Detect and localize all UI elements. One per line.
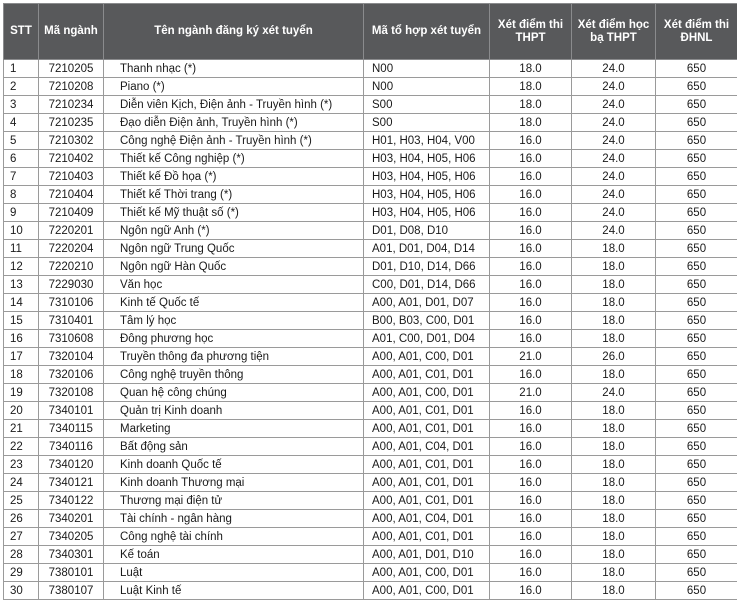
header-stt: STT [4,4,39,60]
table-row [4,330,738,348]
cell-name: Thiết kế Công nghiệp (*) [104,150,364,168]
cell-dhnl: 650 [656,528,738,546]
cell-thpt: 16.0 [490,456,572,474]
cell-name: Ngôn ngữ Anh (*) [104,222,364,240]
table-body [4,60,738,600]
cell-thpt: 16.0 [490,510,572,528]
cell-stt: 22 [4,438,39,456]
cell-thpt: 16.0 [490,204,572,222]
cell-code: 7380101 [39,564,104,582]
cell-stt: 16 [4,330,39,348]
cell-stt: 7 [4,168,39,186]
cell-combo: A00, A01, C01, D01 [364,528,490,546]
cell-combo: A00, A01, C01, D01 [364,474,490,492]
cell-stt: 9 [4,204,39,222]
cell-thpt: 16.0 [490,402,572,420]
cell-dhnl: 650 [656,402,738,420]
cell-stt: 17 [4,348,39,366]
cell-combo: A00, A01, C01, D01 [364,420,490,438]
cell-name: Piano (*) [104,78,364,96]
cell-name: Luật [104,564,364,582]
cell-combo: A00, A01, C00, D01 [364,384,490,402]
table-row [4,186,738,204]
table-row [4,420,738,438]
cell-hocba: 18.0 [572,546,656,564]
cell-stt: 15 [4,312,39,330]
table-row [4,546,738,564]
cell-stt: 12 [4,258,39,276]
cell-dhnl: 650 [656,240,738,258]
cell-hocba: 24.0 [572,168,656,186]
cell-dhnl: 650 [656,114,738,132]
cell-stt: 11 [4,240,39,258]
cell-code: 7210402 [39,150,104,168]
cell-combo: A00, A01, C00, D01 [364,348,490,366]
cell-combo: A00, A01, C01, D01 [364,402,490,420]
cell-thpt: 16.0 [490,258,572,276]
cell-code: 7320104 [39,348,104,366]
cell-dhnl: 650 [656,222,738,240]
table-row [4,276,738,294]
cell-hocba: 18.0 [572,582,656,600]
cell-stt: 14 [4,294,39,312]
cell-stt: 28 [4,546,39,564]
cell-name: Văn học [104,276,364,294]
cell-code: 7210409 [39,204,104,222]
cell-stt: 21 [4,420,39,438]
cell-hocba: 18.0 [572,276,656,294]
cell-dhnl: 650 [656,78,738,96]
cell-name: Công nghệ truyền thông [104,366,364,384]
cell-code: 7210235 [39,114,104,132]
cell-stt: 23 [4,456,39,474]
cell-thpt: 16.0 [490,420,572,438]
cell-code: 7340116 [39,438,104,456]
cell-code: 7210208 [39,78,104,96]
cell-stt: 25 [4,492,39,510]
cell-stt: 1 [4,60,39,78]
table-row [4,456,738,474]
cell-name: Thiết kế Thời trang (*) [104,186,364,204]
table-row [4,438,738,456]
cell-thpt: 16.0 [490,528,572,546]
cell-hocba: 18.0 [572,564,656,582]
cell-hocba: 24.0 [572,114,656,132]
cell-hocba: 18.0 [572,510,656,528]
cell-dhnl: 650 [656,60,738,78]
cell-stt: 18 [4,366,39,384]
cell-thpt: 18.0 [490,114,572,132]
cell-code: 7340201 [39,510,104,528]
cell-stt: 4 [4,114,39,132]
cell-name: Kế toán [104,546,364,564]
cell-stt: 24 [4,474,39,492]
cell-combo: H03, H04, H05, H06 [364,204,490,222]
cell-combo: N00 [364,60,490,78]
cell-name: Quan hệ công chúng [104,384,364,402]
cell-combo: A00, A01, D01, D07 [364,294,490,312]
cell-code: 7220201 [39,222,104,240]
cell-stt: 10 [4,222,39,240]
cell-code: 7340121 [39,474,104,492]
cell-dhnl: 650 [656,348,738,366]
cell-hocba: 24.0 [572,150,656,168]
cell-hocba: 18.0 [572,492,656,510]
cell-thpt: 16.0 [490,330,572,348]
cell-stt: 2 [4,78,39,96]
cell-name: Luật Kinh tế [104,582,364,600]
table-row [4,384,738,402]
table-row [4,474,738,492]
cell-thpt: 16.0 [490,438,572,456]
cell-stt: 20 [4,402,39,420]
table-row [4,312,738,330]
table-row [4,150,738,168]
cell-hocba: 18.0 [572,528,656,546]
header-dhnl: Xét điểm thi ĐHNL [656,4,738,60]
cell-dhnl: 650 [656,330,738,348]
cell-name: Đạo diễn Điện ảnh, Truyền hình (*) [104,114,364,132]
cell-dhnl: 650 [656,420,738,438]
table-row [4,258,738,276]
cell-name: Đông phương học [104,330,364,348]
cell-code: 7340205 [39,528,104,546]
cell-combo: A00, A01, C01, D01 [364,456,490,474]
cell-name: Thiết kế Mỹ thuật số (*) [104,204,364,222]
cell-dhnl: 650 [656,474,738,492]
cell-stt: 3 [4,96,39,114]
cell-thpt: 16.0 [490,222,572,240]
header-combo: Mã tổ hợp xét tuyển [364,4,490,60]
cell-thpt: 18.0 [490,78,572,96]
cell-thpt: 18.0 [490,96,572,114]
cell-thpt: 16.0 [490,132,572,150]
cell-dhnl: 650 [656,492,738,510]
table-row [4,492,738,510]
cell-name: Kinh doanh Quốc tế [104,456,364,474]
cell-dhnl: 650 [656,276,738,294]
cell-dhnl: 650 [656,312,738,330]
header-row [4,4,738,60]
table-row [4,402,738,420]
cell-thpt: 16.0 [490,546,572,564]
cell-hocba: 18.0 [572,474,656,492]
cell-dhnl: 650 [656,168,738,186]
cell-name: Công nghệ Điện ảnh - Truyền hình (*) [104,132,364,150]
cell-code: 7210403 [39,168,104,186]
cell-stt: 5 [4,132,39,150]
cell-stt: 26 [4,510,39,528]
cell-hocba: 24.0 [572,222,656,240]
table-row [4,114,738,132]
cell-combo: A01, D01, D04, D14 [364,240,490,258]
cell-name: Marketing [104,420,364,438]
cell-name: Công nghệ tài chính [104,528,364,546]
cell-name: Quản trị Kinh doanh [104,402,364,420]
cell-combo: D01, D08, D10 [364,222,490,240]
cell-thpt: 21.0 [490,384,572,402]
cell-code: 7210205 [39,60,104,78]
cell-name: Kinh doanh Thương mại [104,474,364,492]
cell-hocba: 18.0 [572,420,656,438]
cell-hocba: 18.0 [572,294,656,312]
cell-hocba: 26.0 [572,348,656,366]
cell-code: 7380107 [39,582,104,600]
cell-name: Thương mại điện tử [104,492,364,510]
cell-hocba: 18.0 [572,330,656,348]
table-row [4,582,738,600]
cell-name: Diễn viên Kịch, Điện ảnh - Truyền hình (*) [104,96,364,114]
cell-dhnl: 650 [656,546,738,564]
cell-thpt: 16.0 [490,582,572,600]
cell-name: Kinh tế Quốc tế [104,294,364,312]
table-row [4,366,738,384]
cell-combo: A00, A01, C00, D01 [364,564,490,582]
table-row [4,348,738,366]
table-row [4,60,738,78]
cell-code: 7310608 [39,330,104,348]
cell-thpt: 16.0 [490,294,572,312]
cell-code: 7340301 [39,546,104,564]
table-header [4,4,738,60]
cell-combo: B00, B03, C00, D01 [364,312,490,330]
cell-dhnl: 650 [656,132,738,150]
cell-dhnl: 650 [656,258,738,276]
cell-combo: A00, A01, C01, D01 [364,492,490,510]
cell-hocba: 24.0 [572,186,656,204]
cell-combo: H03, H04, H05, H06 [364,150,490,168]
cell-code: 7210404 [39,186,104,204]
cell-code: 7310106 [39,294,104,312]
cell-code: 7340120 [39,456,104,474]
cell-hocba: 18.0 [572,366,656,384]
table-row [4,222,738,240]
cell-thpt: 16.0 [490,366,572,384]
cell-combo: A00, A01, C01, D01 [364,366,490,384]
admission-table-container [3,3,737,600]
cell-thpt: 16.0 [490,312,572,330]
cell-combo: A00, A01, D01, D10 [364,546,490,564]
table-row [4,132,738,150]
cell-combo: H03, H04, H05, H06 [364,168,490,186]
table-row [4,240,738,258]
cell-thpt: 16.0 [490,168,572,186]
cell-name: Tâm lý học [104,312,364,330]
cell-combo: D01, D10, D14, D66 [364,258,490,276]
cell-code: 7229030 [39,276,104,294]
cell-name: Thiết kế Đồ họa (*) [104,168,364,186]
cell-thpt: 16.0 [490,240,572,258]
cell-hocba: 24.0 [572,204,656,222]
cell-dhnl: 650 [656,96,738,114]
cell-stt: 13 [4,276,39,294]
cell-stt: 19 [4,384,39,402]
cell-hocba: 18.0 [572,240,656,258]
cell-thpt: 16.0 [490,492,572,510]
table-row [4,564,738,582]
cell-dhnl: 650 [656,582,738,600]
table-row [4,96,738,114]
cell-combo: A00, A01, C04, D01 [364,510,490,528]
cell-thpt: 16.0 [490,150,572,168]
cell-thpt: 16.0 [490,564,572,582]
cell-hocba: 18.0 [572,438,656,456]
cell-hocba: 18.0 [572,456,656,474]
cell-dhnl: 650 [656,456,738,474]
cell-stt: 29 [4,564,39,582]
cell-hocba: 24.0 [572,78,656,96]
cell-name: Truyền thông đa phương tiện [104,348,364,366]
cell-thpt: 16.0 [490,276,572,294]
cell-code: 7320108 [39,384,104,402]
cell-stt: 8 [4,186,39,204]
cell-thpt: 18.0 [490,60,572,78]
cell-combo: H03, H04, H05, H06 [364,186,490,204]
header-hocba: Xét điểm học bạ THPT [572,4,656,60]
cell-dhnl: 650 [656,204,738,222]
cell-hocba: 18.0 [572,402,656,420]
cell-dhnl: 650 [656,384,738,402]
table-row [4,204,738,222]
cell-dhnl: 650 [656,294,738,312]
cell-code: 7210234 [39,96,104,114]
cell-code: 7310401 [39,312,104,330]
cell-dhnl: 650 [656,150,738,168]
cell-name: Ngôn ngữ Trung Quốc [104,240,364,258]
cell-dhnl: 650 [656,564,738,582]
cell-name: Ngôn ngữ Hàn Quốc [104,258,364,276]
cell-code: 7340101 [39,402,104,420]
table-row [4,510,738,528]
table-row [4,294,738,312]
cell-hocba: 18.0 [572,258,656,276]
cell-combo: C00, D01, D14, D66 [364,276,490,294]
cell-code: 7220210 [39,258,104,276]
header-code: Mã ngành [39,4,104,60]
table-row [4,528,738,546]
cell-code: 7210302 [39,132,104,150]
cell-hocba: 24.0 [572,132,656,150]
cell-code: 7340115 [39,420,104,438]
cell-code: 7340122 [39,492,104,510]
cell-dhnl: 650 [656,510,738,528]
cell-hocba: 24.0 [572,384,656,402]
cell-thpt: 21.0 [490,348,572,366]
cell-combo: H01, H03, H04, V00 [364,132,490,150]
cell-combo: S00 [364,114,490,132]
cell-combo: A00, A01, C00, D01 [364,582,490,600]
cell-hocba: 24.0 [572,60,656,78]
table-row [4,168,738,186]
cell-code: 7320106 [39,366,104,384]
header-thpt: Xét điểm thi THPT [490,4,572,60]
header-name: Tên ngành đăng ký xét tuyển [104,4,364,60]
cell-name: Thanh nhạc (*) [104,60,364,78]
cell-dhnl: 650 [656,438,738,456]
cell-stt: 6 [4,150,39,168]
cell-dhnl: 650 [656,186,738,204]
table-row [4,78,738,96]
cell-thpt: 16.0 [490,186,572,204]
cell-thpt: 16.0 [490,474,572,492]
admission-table [3,3,737,600]
cell-combo: S00 [364,96,490,114]
cell-name: Tài chính - ngân hàng [104,510,364,528]
cell-stt: 27 [4,528,39,546]
cell-combo: N00 [364,78,490,96]
cell-hocba: 18.0 [572,312,656,330]
cell-dhnl: 650 [656,366,738,384]
cell-name: Bất động sản [104,438,364,456]
cell-combo: A01, C00, D01, D04 [364,330,490,348]
cell-code: 7220204 [39,240,104,258]
cell-stt: 30 [4,582,39,600]
cell-hocba: 24.0 [572,96,656,114]
cell-combo: A00, A01, C04, D01 [364,438,490,456]
